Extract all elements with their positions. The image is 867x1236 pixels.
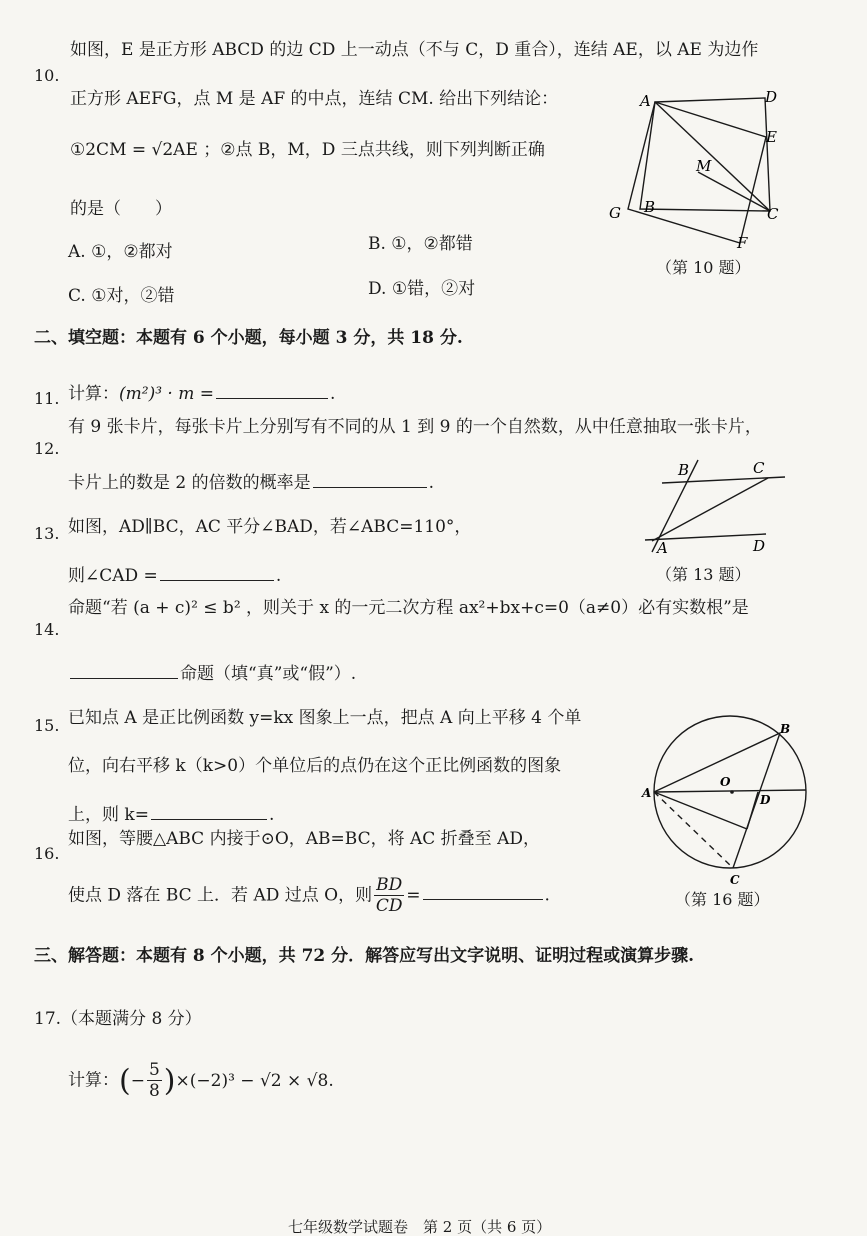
q12-answer-blank[interactable] bbox=[313, 473, 427, 488]
q12-number: 12. bbox=[34, 439, 60, 458]
label-b: B bbox=[780, 722, 791, 736]
q13-caption: （第 13 题） bbox=[656, 565, 751, 584]
q13-figure bbox=[640, 455, 790, 555]
q10-option-a: A. ①，②都对 bbox=[68, 242, 173, 262]
label-a: A bbox=[640, 92, 651, 110]
q14-answer-blank[interactable] bbox=[70, 664, 178, 679]
label-b: B bbox=[678, 461, 690, 479]
q10-line4: 的是（ ） bbox=[70, 199, 172, 219]
q16-figure bbox=[640, 710, 820, 885]
label-b: B bbox=[644, 198, 656, 216]
q10-number: 10. bbox=[34, 66, 60, 85]
q15-answer-blank[interactable] bbox=[151, 805, 267, 820]
segment-a-fold bbox=[654, 792, 747, 829]
q17-heading: 17.（本题满分 8 分） bbox=[34, 1009, 202, 1029]
q12-end: . bbox=[428, 473, 435, 493]
q15-number: 15. bbox=[34, 716, 60, 735]
label-a: A bbox=[657, 539, 668, 557]
label-c: C bbox=[730, 873, 740, 887]
q11-end: . bbox=[330, 384, 336, 404]
q17-frac-top: 5 bbox=[148, 1060, 160, 1080]
q15-line3-text: 上，则 k= bbox=[68, 805, 149, 825]
q10-option-b: B. ①，②都错 bbox=[368, 234, 473, 254]
square-abcd bbox=[640, 98, 770, 211]
q14-line2 bbox=[68, 664, 356, 683]
q16-frac-bottom: CD bbox=[375, 896, 403, 917]
label-e: E bbox=[766, 128, 777, 146]
q13-answer-blank[interactable] bbox=[160, 566, 274, 581]
q16-line2-text: 使点 D 落在 BC 上．若 AD 过点 O，则 bbox=[68, 885, 373, 906]
label-d: D bbox=[753, 537, 766, 555]
q11-answer-blank[interactable] bbox=[216, 384, 328, 399]
q15-end: . bbox=[268, 805, 275, 825]
page-footer: 七年级数学试题卷 第 2 页（共 6 页） bbox=[288, 1218, 552, 1236]
segment-bc bbox=[733, 733, 780, 868]
q10-line1: 如图，E 是正方形 ABCD 的边 CD 上一动点（不与 C，D 重合），连结 AE，以 AE 为边作 bbox=[70, 40, 759, 60]
q13-end: . bbox=[275, 566, 282, 586]
q16-frac-top: BD bbox=[376, 875, 403, 895]
segment-ac-dashed bbox=[654, 792, 733, 868]
segment-ac bbox=[655, 102, 770, 211]
q11-pre: 计算： bbox=[68, 384, 119, 404]
q17-expression: 计算：(− $\frac{5}{8}$ )×(−2)³ − √2 × √8. bbox=[68, 1060, 334, 1102]
q11-line bbox=[68, 384, 335, 403]
q10-figure bbox=[600, 85, 800, 255]
q10-caption: （第 10 题） bbox=[656, 258, 751, 277]
q10-option-d: D. ①错，②对 bbox=[368, 279, 476, 299]
q13-line2-text: 则∠CAD = bbox=[68, 566, 158, 586]
section3-heading: 三、解答题：本题有 8 个小题，共 72 分．解答应写出文字说明、证明过程或演算步骤. bbox=[34, 946, 695, 966]
q10-option-c: C. ①对，②错 bbox=[68, 286, 175, 306]
q12-line2 bbox=[68, 473, 434, 492]
segment-cm bbox=[698, 172, 770, 211]
q16-end: . bbox=[544, 885, 550, 906]
q12-line2-text: 卡片上的数是 2 的倍数的概率是 bbox=[68, 473, 311, 493]
q10-line3: ①2CM = √2AE ；②点 B，M，D 三点共线，则下列判断正确 bbox=[70, 140, 545, 160]
center-point bbox=[730, 790, 734, 794]
label-d: D bbox=[760, 793, 771, 807]
q14-line2-text: 命题（填“真”或“假”）. bbox=[180, 664, 357, 684]
label-m: M bbox=[696, 157, 712, 175]
q15-line3 bbox=[68, 805, 274, 824]
label-o: O bbox=[720, 775, 731, 789]
q16-caption: （第 16 题） bbox=[675, 890, 770, 909]
q16-equals: = bbox=[406, 885, 421, 906]
q17-frac-bottom: 8 bbox=[148, 1081, 160, 1102]
label-d: D bbox=[765, 88, 778, 106]
line-ac bbox=[652, 478, 768, 541]
q15-line2: 位，向右平移 k（k>0）个单位后的点仍在这个正比例函数的图象 bbox=[68, 756, 562, 776]
q14-line1: 命题“若 (a + c)² ≤ b² ，则关于 x 的一元二次方程 ax²+bx+c=0（a≠0）必有实数根”是 bbox=[68, 598, 749, 618]
q16-answer-blank[interactable] bbox=[423, 885, 543, 900]
q11-expr: (m²)³ · m = bbox=[119, 384, 214, 404]
q13-number: 13. bbox=[34, 524, 60, 543]
segment-fold-d bbox=[747, 792, 758, 829]
label-c: C bbox=[767, 205, 779, 223]
q11-number: 11. bbox=[34, 389, 60, 408]
label-a: A bbox=[642, 786, 652, 800]
q12-line1: 有 9 张卡片，每张卡片上分别写有不同的从 1 到 9 的一个自然数，从中任意抽取一张卡片， bbox=[68, 417, 762, 437]
label-g: G bbox=[609, 204, 621, 222]
label-c: C bbox=[753, 459, 765, 477]
q16-line1: 如图，等腰△ABC 内接于⊙O，AB=BC，将 AC 折叠至 AD， bbox=[68, 829, 540, 849]
label-f: F bbox=[737, 234, 748, 252]
q15-line1: 已知点 A 是正比例函数 y=kx 图象上一点，把点 A 向上平移 4 个单 bbox=[68, 708, 582, 728]
q13-line2 bbox=[68, 566, 281, 585]
q13-line1: 如图，AD∥BC，AC 平分∠BAD，若∠ABC=110°， bbox=[68, 517, 472, 537]
q16-line2 bbox=[68, 875, 550, 917]
q17-end: . bbox=[328, 1070, 334, 1091]
segment-ad bbox=[654, 790, 806, 792]
q16-number: 16. bbox=[34, 844, 60, 863]
section2-heading: 二、填空题：本题有 6 个小题，每小题 3 分，共 18 分. bbox=[34, 328, 463, 348]
q16-fraction bbox=[374, 875, 404, 917]
q17-pre: 计算： bbox=[68, 1070, 119, 1091]
q14-number: 14. bbox=[34, 620, 60, 639]
q17-expr-mid: ×(−2)³ − √2 × √8 bbox=[175, 1070, 329, 1091]
q17-fraction bbox=[147, 1060, 162, 1102]
q10-line2: 正方形 AEFG，点 M 是 AF 的中点，连结 CM. 给出下列结论： bbox=[70, 89, 559, 109]
